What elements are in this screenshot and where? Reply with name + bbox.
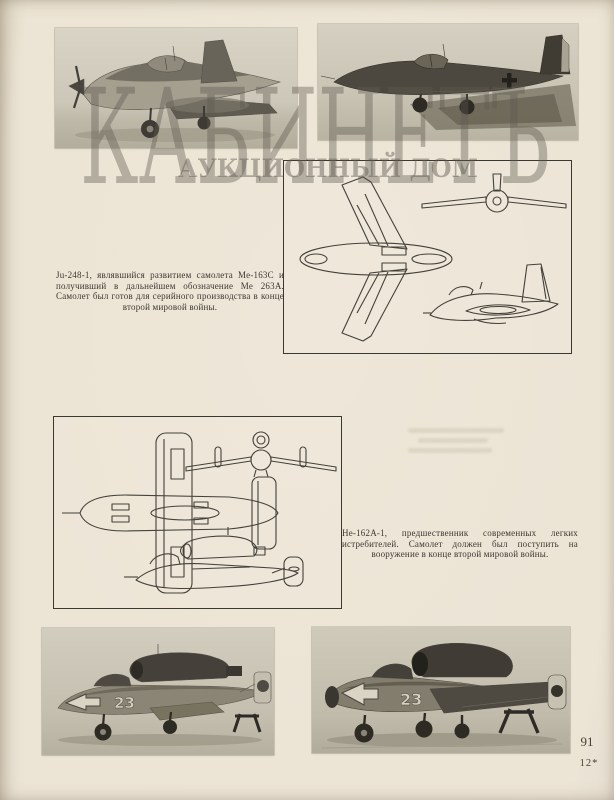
photo-me263-prototype	[55, 28, 297, 148]
side-view	[423, 264, 558, 324]
tail-insignia	[551, 685, 563, 697]
page-showthrough	[408, 428, 518, 458]
front-view	[422, 174, 566, 212]
photo-he162-quarter	[312, 627, 570, 753]
plan-view	[62, 433, 278, 593]
watermark-subtitle: АУКЦИОННЫЙ ДОМ	[178, 154, 493, 183]
page-number: 91	[580, 734, 594, 749]
me263-line-drawing	[284, 161, 571, 353]
drawing-box-me263-threeview	[283, 160, 572, 354]
photo-he162-side	[42, 628, 274, 755]
tactical-number: 23	[114, 694, 135, 712]
ground-shadow	[58, 734, 262, 746]
ground-shadow	[75, 128, 275, 142]
tail-insignia	[257, 680, 269, 692]
he162-line-drawing	[54, 417, 341, 608]
drawing-box-he162-threeview	[53, 416, 342, 609]
front-view	[186, 432, 336, 477]
caption-he162: He-162A-1, предшественник современных легких истребителей. Самолет должен был поступить на вооружение в конце второй мировой войны.	[342, 528, 578, 560]
watermark-title: КАБИНЕТЪ	[80, 61, 550, 215]
tactical-number: 23	[400, 690, 423, 709]
photo-me263-marked	[318, 24, 578, 140]
plan-view	[300, 177, 452, 341]
caption-ju248: Ju-248-1, являвшийся развитием самолета Ме-163С и получивший в дальнейшем обозначение Ме 263А. Самолет был готов для серийного производства в конце второй мировой войны.	[56, 270, 284, 312]
signature-mark: 12*	[579, 758, 599, 769]
